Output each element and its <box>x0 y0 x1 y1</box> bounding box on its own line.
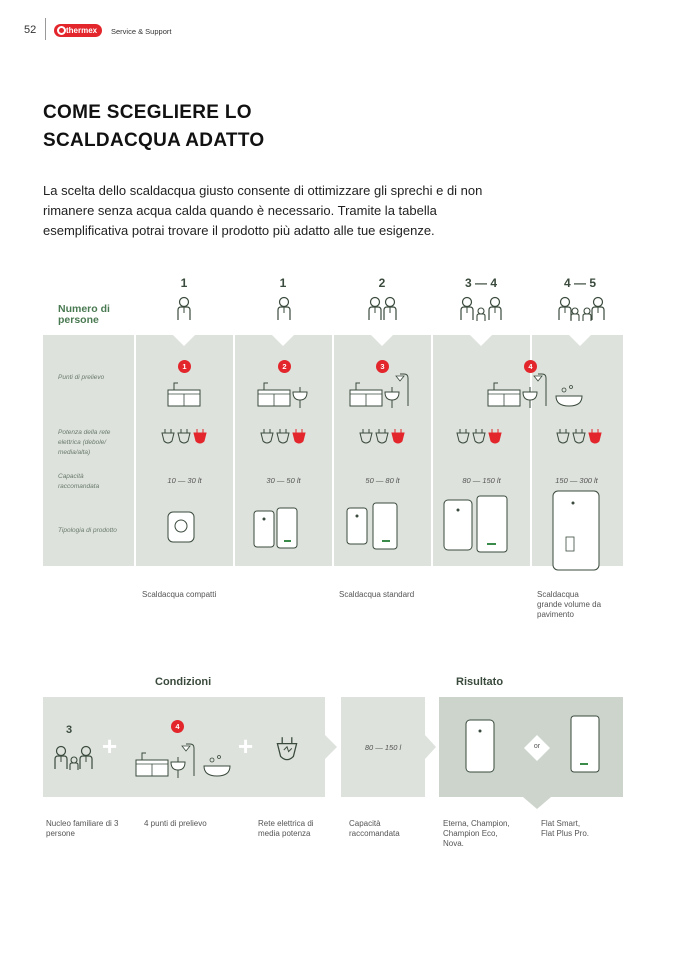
section-label: Service & Support <box>111 27 172 36</box>
result-heading: Risultato <box>456 676 504 688</box>
persons-count: 1 <box>180 276 188 290</box>
category-floor: Scaldacqua grande volume da pavimento <box>537 590 602 619</box>
bathtub-icon <box>204 756 230 777</box>
persons-count: 1 <box>279 276 287 290</box>
title-line-1: COME SCEGLIERE LO <box>43 102 252 123</box>
arrow-icon <box>425 735 436 759</box>
category-compact: Scaldacqua compatti <box>142 590 217 599</box>
points-badge: 4 <box>524 360 537 373</box>
footer-capacity: Capacità raccomandata <box>349 819 400 838</box>
example-capacity: 80 — 150 l <box>364 743 402 752</box>
intro-paragraph: La scelta dello scaldacqua giusto consente di ottimizzare gli sprechi e di non rimanere senza acqua calda quando è necessario. Tramite la tabella esemplificativa potrai trovare il prodotto più adatto alle tue esigenze. <box>43 183 483 238</box>
points-badge: 3 <box>376 360 389 373</box>
capacity-value: 30 — 50 lt <box>266 476 301 485</box>
footer-network: Rete elettrica di media potenza <box>258 819 314 838</box>
persons-count: 3 — 4 <box>464 276 497 290</box>
footer-result-2: Flat Smart, Flat Plus Pro. <box>541 819 590 838</box>
page-number: 52 <box>24 24 37 36</box>
row-label-capacity: Capacità raccomandata <box>58 473 100 490</box>
arrow-icon <box>325 735 337 759</box>
plus-icon: + <box>238 731 254 761</box>
persons-count: 2 <box>378 276 386 290</box>
example-persons: 3 <box>66 724 73 736</box>
row-label-points: Punti di prelievo <box>58 374 105 381</box>
capacity-value: 10 — 30 lt <box>167 476 202 485</box>
pointer-icon <box>523 797 551 809</box>
example-points-badge: 4 <box>171 720 184 733</box>
capacity-value: 50 — 80 lt <box>365 476 400 485</box>
plug-icon <box>277 737 296 759</box>
category-standard: Scaldacqua standard <box>339 590 415 599</box>
flat-heater-icon <box>571 716 599 772</box>
capacity-value: 150 — 300 lt <box>555 476 598 485</box>
points-badge: 1 <box>178 360 191 373</box>
conditions-heading: Condizioni <box>155 676 212 688</box>
row-label-type: Tipologia di prodotto <box>58 527 117 534</box>
person-icon <box>55 747 67 770</box>
title-line-2: SCALDACQUA ADATTO <box>43 130 265 151</box>
footer-result-1: Eterna, Champion, Champion Eco, Nova. <box>443 819 510 848</box>
basin-icon <box>171 757 185 778</box>
or-label: or <box>533 743 541 750</box>
sink-icon <box>136 753 168 776</box>
capacity-value: 80 — 150 lt <box>462 476 501 485</box>
row-label-power: Potenza della rete elettrica (debole/ media/alta) <box>58 429 111 456</box>
child-icon <box>70 757 78 770</box>
brand-logo: thermex <box>54 24 102 37</box>
footer-points: 4 punti di prelievo <box>144 819 207 828</box>
shower-icon <box>182 744 194 776</box>
round-heater-icon <box>466 720 494 772</box>
persons-count: 4 — 5 <box>563 276 596 290</box>
person-icon <box>80 747 92 770</box>
footer-family: Nucleo familiare di 3 persone <box>46 819 119 838</box>
persons-label: Numero di persone <box>58 303 110 326</box>
plus-icon: + <box>102 731 118 761</box>
points-badge: 2 <box>278 360 291 373</box>
